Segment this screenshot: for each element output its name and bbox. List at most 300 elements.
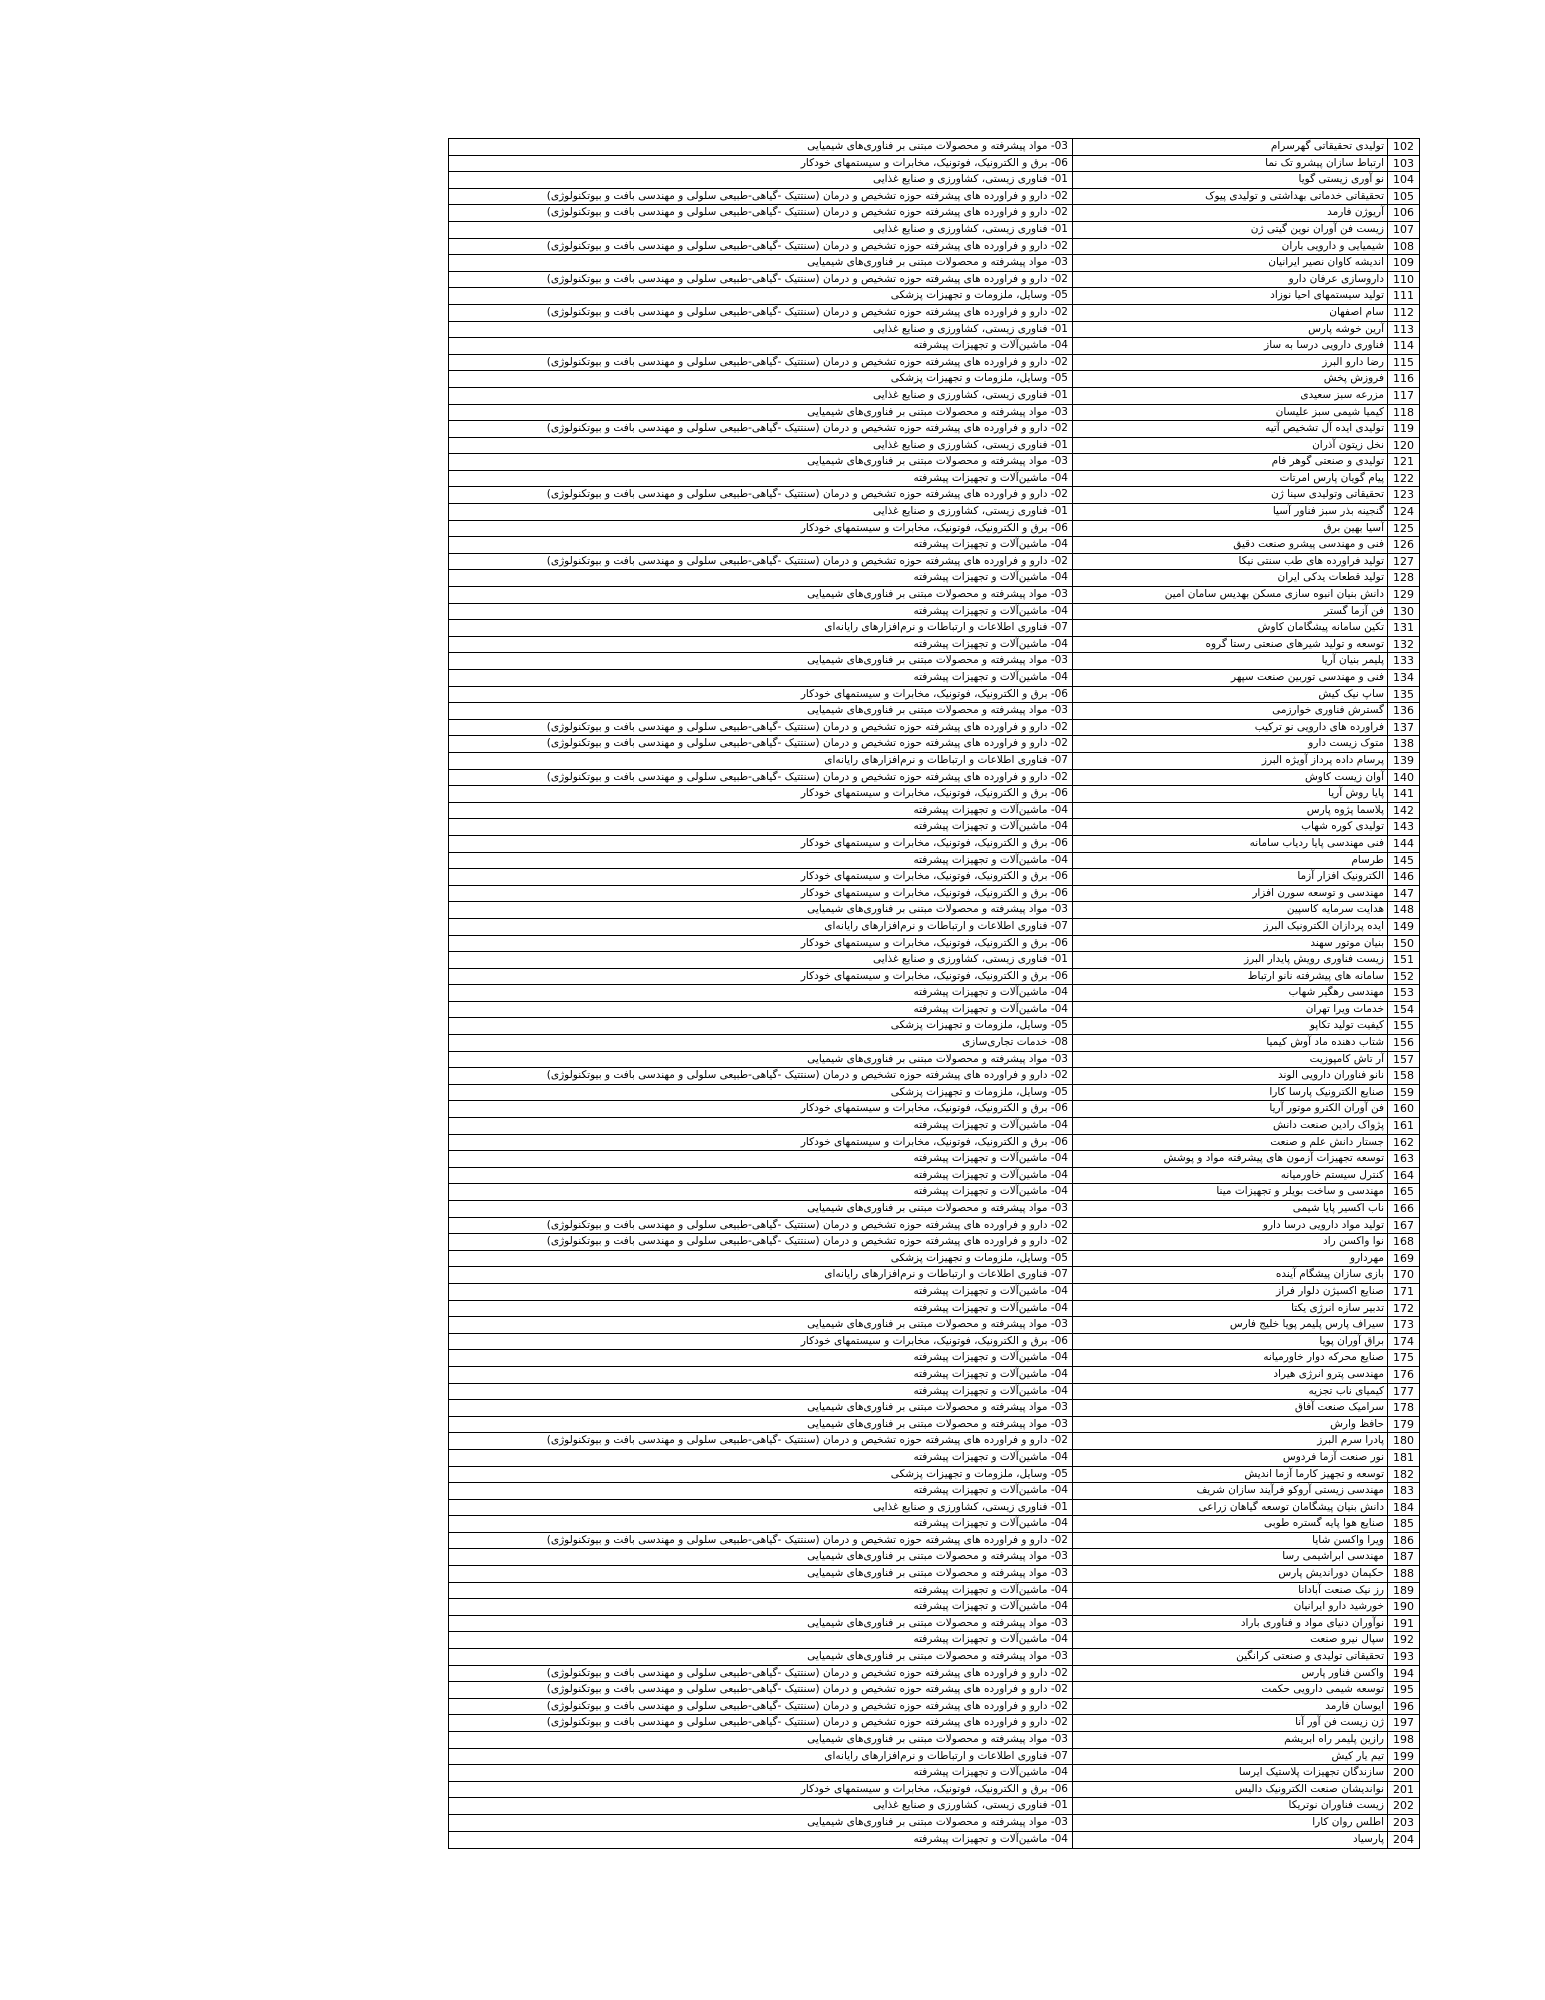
table-row bbox=[449, 355, 1419, 372]
table-row bbox=[449, 587, 1419, 604]
row-number: 196 bbox=[1387, 1699, 1419, 1715]
technology-field: 01- فناوری زیستی، کشاورزی و صنایع غذایی bbox=[872, 322, 1068, 335]
technology-field: 07- فناوری اطلاعات و ارتباطات و نرم‌افزارهای رایانه‌ای bbox=[824, 1749, 1068, 1762]
row-number: 172 bbox=[1387, 1301, 1419, 1317]
technology-field: 03- مواد پیشرفته و محصولات مبتنی بر فناوری‌های شیمیایی bbox=[807, 903, 1068, 916]
technology-field: 04- ماشین‌آلات و تجهیزات پیشرفته bbox=[913, 1351, 1068, 1364]
row-number: 161 bbox=[1387, 1118, 1419, 1134]
company-table bbox=[448, 138, 1420, 1849]
row-number: 129 bbox=[1387, 587, 1419, 603]
table-row bbox=[449, 1649, 1419, 1666]
technology-field: 03- مواد پیشرفته و محصولات مبتنی بر فناوری‌های شیمیایی bbox=[807, 1401, 1068, 1414]
row-number: 182 bbox=[1387, 1467, 1419, 1483]
row-number: 167 bbox=[1387, 1218, 1419, 1234]
row-number: 131 bbox=[1387, 620, 1419, 636]
company-name: پلاسما پژوه پارس bbox=[1072, 803, 1387, 819]
company-name: واکسن فناور پارس bbox=[1072, 1666, 1387, 1682]
table-row bbox=[449, 1732, 1419, 1749]
technology-field: 04- ماشین‌آلات و تجهیزات پیشرفته bbox=[913, 1002, 1068, 1015]
technology-field: 01- فناوری زیستی، کشاورزی و صنایع غذایی bbox=[872, 1799, 1068, 1812]
row-number: 186 bbox=[1387, 1533, 1419, 1549]
technology-field: 04- ماشین‌آلات و تجهیزات پیشرفته bbox=[913, 1367, 1068, 1380]
table-row bbox=[449, 753, 1419, 770]
table-row bbox=[449, 703, 1419, 720]
table-row bbox=[449, 902, 1419, 919]
company-name: تحقیقاتی تولیدی و صنعتی کرانگین bbox=[1072, 1649, 1387, 1665]
table-row bbox=[449, 653, 1419, 670]
table-row bbox=[449, 786, 1419, 803]
technology-field: 04- ماشین‌آلات و تجهیزات پیشرفته bbox=[913, 1600, 1068, 1613]
company-name: حکیمان دوراندیش پارس bbox=[1072, 1566, 1387, 1582]
technology-field: 02- دارو و فراورده های پیشرفته حوزه تشخیص و درمان (سنتتیک -گیاهی-طبیعی سلولی و مهندسی بافت و بیوتکنولوژی) bbox=[546, 1434, 1068, 1447]
row-number: 124 bbox=[1387, 504, 1419, 520]
table-row bbox=[449, 819, 1419, 836]
row-number: 173 bbox=[1387, 1317, 1419, 1333]
company-name: اندیشه کاوان نصیر ایرانیان bbox=[1072, 255, 1387, 271]
technology-field: 03- مواد پیشرفته و محصولات مبتنی بر فناوری‌های شیمیایی bbox=[807, 654, 1068, 667]
company-name: سپال نیرو صنعت bbox=[1072, 1632, 1387, 1648]
technology-field: 06- برق و الکترونیک، فوتونیک، مخابرات و سیستمهای خودکار bbox=[800, 836, 1068, 849]
row-number: 177 bbox=[1387, 1384, 1419, 1400]
technology-field: 04- ماشین‌آلات و تجهیزات پیشرفته bbox=[913, 1301, 1068, 1314]
table-row bbox=[449, 205, 1419, 222]
company-name: جستار دانش علم و صنعت bbox=[1072, 1135, 1387, 1151]
row-number: 188 bbox=[1387, 1566, 1419, 1582]
table-row bbox=[449, 1699, 1419, 1716]
company-name: کیفیت تولید تکاپو bbox=[1072, 1018, 1387, 1034]
company-name: آوان زیست کاوش bbox=[1072, 770, 1387, 786]
company-name: تحقیقاتی وتولیدی سینا ژن bbox=[1072, 487, 1387, 503]
company-name: صنایع محرکه دوار خاورمیانه bbox=[1072, 1350, 1387, 1366]
company-name: توسعه تجهیزات آزمون های پیشرفته مواد و پوشش bbox=[1072, 1151, 1387, 1167]
table-row bbox=[449, 952, 1419, 969]
row-number: 148 bbox=[1387, 902, 1419, 918]
technology-field: 04- ماشین‌آلات و تجهیزات پیشرفته bbox=[913, 1484, 1068, 1497]
table-row bbox=[449, 1599, 1419, 1616]
company-name: سرامیک صنعت آفاق bbox=[1072, 1400, 1387, 1416]
company-name: مهندسی ابراشیمی رسا bbox=[1072, 1549, 1387, 1565]
company-name: طرسام bbox=[1072, 853, 1387, 869]
company-name: مهندسی پترو انرژی هیراد bbox=[1072, 1367, 1387, 1383]
table-row bbox=[449, 388, 1419, 405]
technology-field: 02- دارو و فراورده های پیشرفته حوزه تشخیص و درمان (سنتتیک -گیاهی-طبیعی سلولی و مهندسی بافت و بیوتکنولوژی) bbox=[546, 1533, 1068, 1546]
row-number: 149 bbox=[1387, 919, 1419, 935]
row-number: 175 bbox=[1387, 1350, 1419, 1366]
company-name: تولید مواد دارویی درسا دارو bbox=[1072, 1218, 1387, 1234]
row-number: 118 bbox=[1387, 405, 1419, 421]
table-row bbox=[449, 554, 1419, 571]
row-number: 151 bbox=[1387, 952, 1419, 968]
row-number: 113 bbox=[1387, 322, 1419, 338]
company-name: داروسازی عرفان دارو bbox=[1072, 272, 1387, 288]
row-number: 120 bbox=[1387, 438, 1419, 454]
table-row bbox=[449, 1101, 1419, 1118]
company-name: ژن زیست فن آور آنا bbox=[1072, 1715, 1387, 1731]
table-row bbox=[449, 338, 1419, 355]
company-name: گسترش فناوری خوارزمی bbox=[1072, 703, 1387, 719]
company-name: فن آوران الکترو موتور آریا bbox=[1072, 1101, 1387, 1117]
technology-field: 04- ماشین‌آلات و تجهیزات پیشرفته bbox=[913, 671, 1068, 683]
technology-field: 02- دارو و فراورده های پیشرفته حوزه تشخیص و درمان (سنتتیک -گیاهی-طبیعی سلولی و مهندسی بافت و بیوتکنولوژی) bbox=[546, 1235, 1068, 1248]
table-row bbox=[449, 1798, 1419, 1815]
technology-field: 04- ماشین‌آلات و تجهیزات پیشرفته bbox=[913, 339, 1068, 352]
row-number: 132 bbox=[1387, 637, 1419, 653]
table-row bbox=[449, 521, 1419, 538]
technology-field: 04- ماشین‌آلات و تجهیزات پیشرفته bbox=[913, 1517, 1068, 1530]
row-number: 133 bbox=[1387, 653, 1419, 669]
table-row bbox=[449, 770, 1419, 787]
company-name: کیمیا شیمی سبز علیسان bbox=[1072, 405, 1387, 421]
row-number: 169 bbox=[1387, 1251, 1419, 1267]
row-number: 164 bbox=[1387, 1168, 1419, 1184]
technology-field: 04- ماشین‌آلات و تجهیزات پیشرفته bbox=[913, 1450, 1068, 1463]
company-name: نور صنعت آزما فردوس bbox=[1072, 1450, 1387, 1466]
technology-field: 02- دارو و فراورده های پیشرفته حوزه تشخیص و درمان (سنتتیک -گیاهی-طبیعی سلولی و مهندسی بافت و بیوتکنولوژی) bbox=[546, 1716, 1068, 1729]
technology-field: 03- مواد پیشرفته و محصولات مبتنی بر فناوری‌های شیمیایی bbox=[807, 1052, 1068, 1065]
technology-field: 02- دارو و فراورده های پیشرفته حوزه تشخیص و درمان (سنتتیک -گیاهی-طبیعی سلولی و مهندسی بافت و بیوتکنولوژی) bbox=[546, 488, 1068, 501]
technology-field: 02- دارو و فراورده های پیشرفته حوزه تشخیص و درمان (سنتتیک -گیاهی-طبیعی سلولی و مهندسی بافت و بیوتکنولوژی) bbox=[546, 1666, 1068, 1679]
company-name: توسعه و تجهیز کارما آزما اندیش bbox=[1072, 1467, 1387, 1483]
table-row bbox=[449, 1234, 1419, 1251]
technology-field: 06- برق و الکترونیک، فوتونیک، مخابرات و سیستمهای خودکار bbox=[800, 787, 1068, 800]
company-name: هدایت سرمایه کاسپین bbox=[1072, 902, 1387, 918]
company-name: پرسام داده پرداز آویژه البرز bbox=[1072, 753, 1387, 769]
table-row bbox=[449, 1765, 1419, 1782]
table-row bbox=[449, 504, 1419, 521]
row-number: 191 bbox=[1387, 1616, 1419, 1632]
row-number: 121 bbox=[1387, 454, 1419, 470]
company-name: صنایع اکسیژن دلوار فراز bbox=[1072, 1284, 1387, 1300]
technology-field: 05- وسایل، ملزومات و تجهیزات پزشکی bbox=[890, 1467, 1068, 1480]
technology-field: 03- مواد پیشرفته و محصولات مبتنی بر فناوری‌های شیمیایی bbox=[807, 1616, 1068, 1629]
company-name: فن آزما گستر bbox=[1072, 604, 1387, 620]
technology-field: 04- ماشین‌آلات و تجهیزات پیشرفته bbox=[913, 820, 1068, 833]
technology-field: 01- فناوری زیستی، کشاورزی و صنایع غذایی bbox=[872, 953, 1068, 966]
table-row bbox=[449, 156, 1419, 173]
table-row bbox=[449, 1184, 1419, 1201]
company-name: مهندسی و توسعه سورن افزار bbox=[1072, 886, 1387, 902]
company-name: مهردارو bbox=[1072, 1251, 1387, 1267]
technology-field: 03- مواد پیشرفته و محصولات مبتنی بر فناوری‌های شیمیایی bbox=[807, 1815, 1068, 1828]
table-row bbox=[449, 1151, 1419, 1168]
table-row bbox=[449, 1417, 1419, 1434]
row-number: 126 bbox=[1387, 537, 1419, 553]
row-number: 114 bbox=[1387, 338, 1419, 354]
row-number: 115 bbox=[1387, 355, 1419, 371]
company-name: تولید قطعات یدکی ایران bbox=[1072, 570, 1387, 586]
table-row bbox=[449, 1400, 1419, 1417]
technology-field: 04- ماشین‌آلات و تجهیزات پیشرفته bbox=[913, 637, 1068, 650]
table-row bbox=[449, 1549, 1419, 1566]
table-row bbox=[449, 1682, 1419, 1699]
company-name: کنترل سیستم خاورمیانه bbox=[1072, 1168, 1387, 1184]
table-row bbox=[449, 288, 1419, 305]
technology-field: 04- ماشین‌آلات و تجهیزات پیشرفته bbox=[913, 1832, 1068, 1845]
row-number: 127 bbox=[1387, 554, 1419, 570]
company-name: رازین پلیمر راه ابریشم bbox=[1072, 1732, 1387, 1748]
row-number: 180 bbox=[1387, 1433, 1419, 1449]
company-name: صنایع الکترونیک پارسا کارا bbox=[1072, 1085, 1387, 1101]
technology-field: 04- ماشین‌آلات و تجهیزات پیشرفته bbox=[913, 1185, 1068, 1198]
technology-field: 03- مواد پیشرفته و محصولات مبتنی بر فناوری‌های شیمیایی bbox=[807, 405, 1068, 418]
technology-field: 02- دارو و فراورده های پیشرفته حوزه تشخیص و درمان (سنتتیک -گیاهی-طبیعی سلولی و مهندسی بافت و بیوتکنولوژی) bbox=[546, 737, 1068, 750]
technology-field: 06- برق و الکترونیک، فوتونیک، مخابرات و سیستمهای خودکار bbox=[800, 936, 1068, 949]
table-row bbox=[449, 1350, 1419, 1367]
table-row bbox=[449, 670, 1419, 687]
company-name: آسیا بهین برق bbox=[1072, 521, 1387, 537]
table-row bbox=[449, 1815, 1419, 1832]
table-row bbox=[449, 1035, 1419, 1052]
table-row bbox=[449, 1467, 1419, 1484]
technology-field: 03- مواد پیشرفته و محصولات مبتنی بر فناوری‌های شیمیایی bbox=[807, 455, 1068, 468]
table-row bbox=[449, 1052, 1419, 1069]
company-name: نوآوران دنیای مواد و فناوری باراد bbox=[1072, 1616, 1387, 1632]
company-name: شتاب دهنده ماد آوش کیمیا bbox=[1072, 1035, 1387, 1051]
table-row bbox=[449, 853, 1419, 870]
technology-field: 03- مواد پیشرفته و محصولات مبتنی بر فناوری‌های شیمیایی bbox=[807, 704, 1068, 717]
technology-field: 06- برق و الکترونیک، فوتونیک، مخابرات و سیستمهای خودکار bbox=[800, 1782, 1068, 1795]
row-number: 108 bbox=[1387, 239, 1419, 255]
row-number: 165 bbox=[1387, 1184, 1419, 1200]
row-number: 160 bbox=[1387, 1101, 1419, 1117]
table-row bbox=[449, 1218, 1419, 1235]
table-row bbox=[449, 919, 1419, 936]
company-name: فنی و مهندسی توربین صنعت سپهر bbox=[1072, 670, 1387, 686]
company-name: کیمیای ناب تجزیه bbox=[1072, 1384, 1387, 1400]
technology-field: 04- ماشین‌آلات و تجهیزات پیشرفته bbox=[913, 1168, 1068, 1181]
company-name: فنی و مهندسی پیشرو صنعت دقیق bbox=[1072, 537, 1387, 553]
technology-field: 04- ماشین‌آلات و تجهیزات پیشرفته bbox=[913, 604, 1068, 617]
row-number: 187 bbox=[1387, 1549, 1419, 1565]
table-row bbox=[449, 886, 1419, 903]
row-number: 174 bbox=[1387, 1334, 1419, 1350]
table-row bbox=[449, 1666, 1419, 1683]
technology-field: 04- ماشین‌آلات و تجهیزات پیشرفته bbox=[913, 986, 1068, 999]
table-row bbox=[449, 1201, 1419, 1218]
company-name: پایا روش آریا bbox=[1072, 786, 1387, 802]
company-name: تولید سیستمهای احیا نوزاد bbox=[1072, 288, 1387, 304]
row-number: 184 bbox=[1387, 1500, 1419, 1516]
technology-field: 05- وسایل، ملزومات و تجهیزات پزشکی bbox=[890, 1019, 1068, 1032]
technology-field: 05- وسایل، ملزومات و تجهیزات پزشکی bbox=[890, 1251, 1068, 1264]
table-row bbox=[449, 537, 1419, 554]
technology-field: 02- دارو و فراورده های پیشرفته حوزه تشخیص و درمان (سنتتیک -گیاهی-طبیعی سلولی و مهندسی بافت و بیوتکنولوژی) bbox=[546, 206, 1068, 219]
company-name: زیست فناوری رویش پایدار البرز bbox=[1072, 952, 1387, 968]
table-row bbox=[449, 454, 1419, 471]
technology-field: 04- ماشین‌آلات و تجهیزات پیشرفته bbox=[913, 853, 1068, 866]
table-row bbox=[449, 1284, 1419, 1301]
technology-field: 05- وسایل، ملزومات و تجهیزات پزشکی bbox=[890, 289, 1068, 302]
table-row bbox=[449, 405, 1419, 422]
technology-field: 06- برق و الکترونیک، فوتونیک، مخابرات و سیستمهای خودکار bbox=[800, 969, 1068, 982]
table-row bbox=[449, 1533, 1419, 1550]
company-name: رز نیک صنعت آبادانا bbox=[1072, 1583, 1387, 1599]
table-row bbox=[449, 1384, 1419, 1401]
row-number: 156 bbox=[1387, 1035, 1419, 1051]
technology-field: 01- فناوری زیستی، کشاورزی و صنایع غذایی bbox=[872, 438, 1068, 451]
technology-field: 06- برق و الکترونیک، فوتونیک، مخابرات و سیستمهای خودکار bbox=[800, 687, 1068, 700]
technology-field: 03- مواد پیشرفته و محصولات مبتنی بر فناوری‌های شیمیایی bbox=[807, 1417, 1068, 1430]
technology-field: 03- مواد پیشرفته و محصولات مبتنی بر فناوری‌های شیمیایی bbox=[807, 1202, 1068, 1214]
table-row bbox=[449, 1616, 1419, 1633]
table-row bbox=[449, 487, 1419, 504]
technology-field: 07- فناوری اطلاعات و ارتباطات و نرم‌افزارهای رایانه‌ای bbox=[824, 753, 1068, 766]
company-name: ناب اکسیر پایا شیمی bbox=[1072, 1201, 1387, 1217]
row-number: 163 bbox=[1387, 1151, 1419, 1167]
row-number: 111 bbox=[1387, 288, 1419, 304]
row-number: 162 bbox=[1387, 1135, 1419, 1151]
technology-field: 03- مواد پیشرفته و محصولات مبتنی بر فناوری‌های شیمیایی bbox=[807, 1650, 1068, 1663]
technology-field: 06- برق و الکترونیک، فوتونیک، مخابرات و سیستمهای خودکار bbox=[800, 886, 1068, 899]
technology-field: 07- فناوری اطلاعات و ارتباطات و نرم‌افزارهای رایانه‌ای bbox=[824, 621, 1068, 634]
row-number: 136 bbox=[1387, 703, 1419, 719]
row-number: 192 bbox=[1387, 1632, 1419, 1648]
technology-field: 02- دارو و فراورده های پیشرفته حوزه تشخیص و درمان (سنتتیک -گیاهی-طبیعی سلولی و مهندسی بافت و بیوتکنولوژی) bbox=[546, 554, 1068, 567]
table-row bbox=[449, 172, 1419, 189]
company-name: پیام گویان پارس امرتات bbox=[1072, 471, 1387, 487]
row-number: 150 bbox=[1387, 936, 1419, 952]
technology-field: 06- برق و الکترونیک، فوتونیک، مخابرات و سیستمهای خودکار bbox=[800, 156, 1068, 169]
technology-field: 02- دارو و فراورده های پیشرفته حوزه تشخیص و درمان (سنتتیک -گیاهی-طبیعی سلولی و مهندسی بافت و بیوتکنولوژی) bbox=[546, 239, 1068, 252]
table-row bbox=[449, 604, 1419, 621]
row-number: 112 bbox=[1387, 305, 1419, 321]
row-number: 193 bbox=[1387, 1649, 1419, 1665]
row-number: 110 bbox=[1387, 272, 1419, 288]
table-row bbox=[449, 1251, 1419, 1268]
company-name: متوک زیست دارو bbox=[1072, 736, 1387, 752]
company-name: نوا واکسن راد bbox=[1072, 1234, 1387, 1250]
company-name: تحقیقاتی خدماتی بهداشتی و تولیدی پیوک bbox=[1072, 189, 1387, 205]
table-row bbox=[449, 836, 1419, 853]
company-name: خورشید دارو ایرانیان bbox=[1072, 1599, 1387, 1615]
row-number: 146 bbox=[1387, 869, 1419, 885]
company-name: مزرعه سبز سعیدی bbox=[1072, 388, 1387, 404]
table-row bbox=[449, 1118, 1419, 1135]
table-row bbox=[449, 1715, 1419, 1732]
technology-field: 06- برق و الکترونیک، فوتونیک، مخابرات و سیستمهای خودکار bbox=[800, 1334, 1068, 1347]
row-number: 153 bbox=[1387, 985, 1419, 1001]
table-row bbox=[449, 322, 1419, 339]
table-row bbox=[449, 272, 1419, 289]
row-number: 141 bbox=[1387, 786, 1419, 802]
company-name: دانش بنیان انبوه سازی مسکن بهدیس سامان امین bbox=[1072, 587, 1387, 603]
table-row bbox=[449, 1317, 1419, 1334]
company-name: دانش بنیان پیشگامان توسعه گیاهان زراعی bbox=[1072, 1500, 1387, 1516]
row-number: 103 bbox=[1387, 156, 1419, 172]
technology-field: 02- دارو و فراورده های پیشرفته حوزه تشخیص و درمان (سنتتیک -گیاهی-طبیعی سلولی و مهندسی بافت و بیوتکنولوژی) bbox=[546, 422, 1068, 435]
technology-field: 04- ماشین‌آلات و تجهیزات پیشرفته bbox=[913, 1633, 1068, 1646]
row-number: 202 bbox=[1387, 1798, 1419, 1814]
row-number: 117 bbox=[1387, 388, 1419, 404]
table-row bbox=[449, 1583, 1419, 1600]
company-name: اطلس روان کارا bbox=[1072, 1815, 1387, 1831]
technology-field: 04- ماشین‌آلات و تجهیزات پیشرفته bbox=[913, 1284, 1068, 1297]
row-number: 145 bbox=[1387, 853, 1419, 869]
company-name: تولیدی تحقیقاتی گهرسرام bbox=[1072, 139, 1387, 155]
technology-field: 02- دارو و فراورده های پیشرفته حوزه تشخیص و درمان (سنتتیک -گیاهی-طبیعی سلولی و مهندسی بافت و بیوتکنولوژی) bbox=[546, 272, 1068, 285]
row-number: 197 bbox=[1387, 1715, 1419, 1731]
company-name: شیمیایی و دارویی باران bbox=[1072, 239, 1387, 255]
table-row bbox=[449, 1301, 1419, 1318]
technology-field: 04- ماشین‌آلات و تجهیزات پیشرفته bbox=[913, 1119, 1068, 1132]
technology-field: 01- فناوری زیستی، کشاورزی و صنایع غذایی bbox=[872, 388, 1068, 401]
company-name: تدبیر سازه انرژی یکتا bbox=[1072, 1301, 1387, 1317]
row-number: 204 bbox=[1387, 1832, 1419, 1849]
row-number: 144 bbox=[1387, 836, 1419, 852]
company-name: ایوسان فارمد bbox=[1072, 1699, 1387, 1715]
company-name: تیم یار کیش bbox=[1072, 1749, 1387, 1765]
table-row bbox=[449, 255, 1419, 272]
company-name: پارسیاد bbox=[1072, 1832, 1387, 1849]
technology-field: 06- برق و الکترونیک، فوتونیک، مخابرات و سیستمهای خودکار bbox=[800, 870, 1068, 883]
table-row bbox=[449, 1433, 1419, 1450]
row-number: 130 bbox=[1387, 604, 1419, 620]
company-name: گنجینه بذر سبز فناور آسیا bbox=[1072, 504, 1387, 520]
row-number: 138 bbox=[1387, 736, 1419, 752]
row-number: 102 bbox=[1387, 139, 1419, 155]
row-number: 154 bbox=[1387, 1002, 1419, 1018]
technology-field: 06- برق و الکترونیک، فوتونیک، مخابرات و سیستمهای خودکار bbox=[800, 1102, 1068, 1115]
technology-field: 04- ماشین‌آلات و تجهیزات پیشرفته bbox=[913, 471, 1068, 484]
row-number: 135 bbox=[1387, 687, 1419, 703]
table-row bbox=[449, 421, 1419, 438]
row-number: 152 bbox=[1387, 969, 1419, 985]
row-number: 179 bbox=[1387, 1417, 1419, 1433]
technology-field: 03- مواد پیشرفته و محصولات مبتنی بر فناوری‌های شیمیایی bbox=[807, 140, 1068, 152]
table-row bbox=[449, 1566, 1419, 1583]
table-row bbox=[449, 1450, 1419, 1467]
technology-field: 04- ماشین‌آلات و تجهیزات پیشرفته bbox=[913, 803, 1068, 816]
row-number: 107 bbox=[1387, 222, 1419, 238]
row-number: 199 bbox=[1387, 1749, 1419, 1765]
company-name: مهندسی زیستی آروکو فرآیند سازان شریف bbox=[1072, 1483, 1387, 1499]
company-name: خدمات ویرا تهران bbox=[1072, 1002, 1387, 1018]
row-number: 139 bbox=[1387, 753, 1419, 769]
table-row bbox=[449, 1632, 1419, 1649]
table-row bbox=[449, 620, 1419, 637]
technology-field: 05- وسایل، ملزومات و تجهیزات پزشکی bbox=[890, 372, 1068, 385]
company-name: نخل زیتون آذران bbox=[1072, 438, 1387, 454]
row-number: 171 bbox=[1387, 1284, 1419, 1300]
company-name: تولید فراورده های طب سنتی نیکا bbox=[1072, 554, 1387, 570]
technology-field: 02- دارو و فراورده های پیشرفته حوزه تشخیص و درمان (سنتتیک -گیاهی-طبیعی سلولی و مهندسی بافت و بیوتکنولوژی) bbox=[546, 720, 1068, 733]
technology-field: 02- دارو و فراورده های پیشرفته حوزه تشخیص و درمان (سنتتیک -گیاهی-طبیعی سلولی و مهندسی بافت و بیوتکنولوژی) bbox=[546, 1683, 1068, 1696]
row-number: 183 bbox=[1387, 1483, 1419, 1499]
row-number: 170 bbox=[1387, 1267, 1419, 1283]
row-number: 140 bbox=[1387, 770, 1419, 786]
row-number: 198 bbox=[1387, 1732, 1419, 1748]
company-name: آریوژن فارمد bbox=[1072, 205, 1387, 221]
table-row bbox=[449, 1267, 1419, 1284]
row-number: 201 bbox=[1387, 1782, 1419, 1798]
table-row bbox=[449, 1782, 1419, 1799]
company-name: تولیدی و صنعتی گوهر فام bbox=[1072, 454, 1387, 470]
company-name: تکین سامانه پیشگامان کاوش bbox=[1072, 620, 1387, 636]
technology-field: 04- ماشین‌آلات و تجهیزات پیشرفته bbox=[913, 1384, 1068, 1397]
company-name: تولیدی ایده آل تشخیص آتیه bbox=[1072, 421, 1387, 437]
table-row bbox=[449, 1367, 1419, 1384]
company-name: فروزش پخش bbox=[1072, 371, 1387, 387]
company-name: آرین خوشه پارس bbox=[1072, 322, 1387, 338]
technology-field: 05- وسایل، ملزومات و تجهیزات پزشکی bbox=[890, 1085, 1068, 1098]
row-number: 195 bbox=[1387, 1682, 1419, 1698]
company-name: پلیمر بنیان آریا bbox=[1072, 653, 1387, 669]
row-number: 157 bbox=[1387, 1052, 1419, 1068]
row-number: 109 bbox=[1387, 255, 1419, 271]
table-row bbox=[449, 1749, 1419, 1766]
company-name: صنایع هوا پایه گستره طوبی bbox=[1072, 1516, 1387, 1532]
technology-field: 04- ماشین‌آلات و تجهیزات پیشرفته bbox=[913, 1583, 1068, 1596]
